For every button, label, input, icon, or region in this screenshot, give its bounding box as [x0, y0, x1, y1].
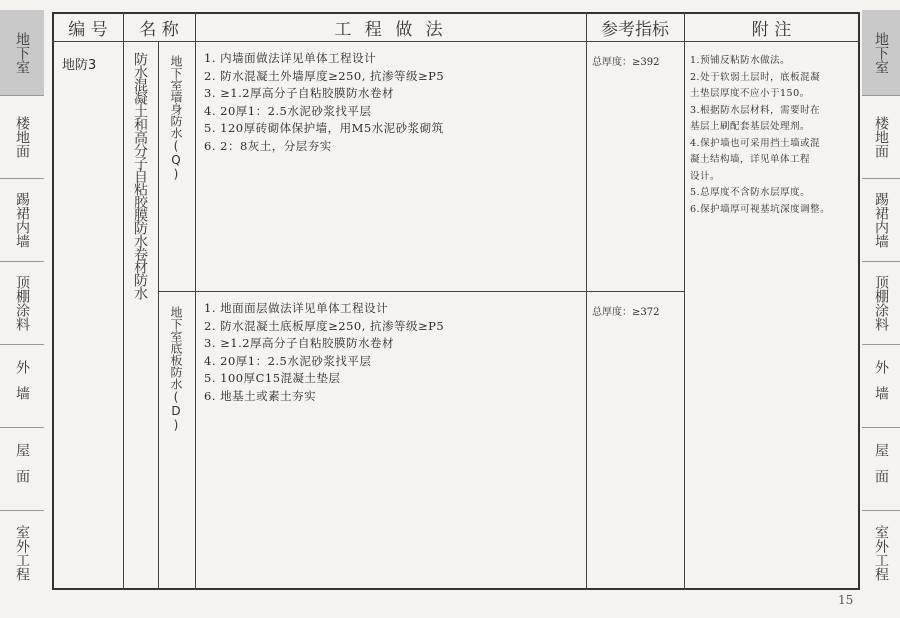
section-label-wall: 地下室墙身防水(Q) — [169, 55, 183, 181]
col-divider — [158, 41, 159, 590]
right-tab-floor[interactable]: 楼地面 — [873, 116, 889, 158]
col-divider — [195, 12, 196, 590]
col-divider — [684, 12, 685, 590]
list-item: 4. 20厚1：2.5水泥砂浆找平层 — [204, 103, 372, 118]
list-item: 6.保护墙厚可视基坑深度调整。 — [690, 203, 831, 215]
row-name: 防水混凝土和高分子自粘胶膜防水卷材防水 — [132, 52, 148, 299]
right-tab-ceiling[interactable]: 顶棚涂料 — [873, 275, 889, 331]
list-item: 3. ≥1.2厚高分子自粘胶膜防水卷材 — [204, 336, 395, 350]
col-divider — [586, 12, 587, 590]
left-tab-strip — [0, 10, 44, 595]
right-tab-basement[interactable]: 地下室 — [862, 10, 900, 95]
header-name: 名 称 — [139, 20, 179, 40]
right-tab-exterior-wall[interactable]: 外墙 — [873, 360, 889, 412]
right-tab-outdoor[interactable]: 室外工程 — [873, 525, 889, 581]
list-item: 5.总厚度不含防水层厚度。 — [690, 187, 811, 198]
left-tab-exterior-wall[interactable]: 外墙 — [14, 360, 30, 412]
header-index: 参考指标 — [601, 20, 669, 40]
notes-list — [690, 53, 830, 218]
page-number: 15 — [838, 593, 854, 607]
header-bottom-line — [52, 41, 860, 42]
list-item: 4.保护墙也可采用挡土墙或混 — [690, 137, 821, 149]
left-tab-roof[interactable]: 屋面 — [14, 443, 30, 495]
list-item: 凝土结构墙，详见单体工程 — [690, 154, 811, 165]
list-item: 1. 地面面层做法详见单体工程设计 — [204, 301, 389, 315]
row-code: 地防3 — [62, 58, 97, 73]
list-item: 土垫层厚度不应小于150。 — [690, 88, 810, 99]
steps-list-wall — [204, 50, 444, 155]
left-tab-basement[interactable]: 地下室 — [0, 10, 44, 95]
list-item: 6. 地基土或素土夯实 — [204, 388, 317, 403]
right-tab-wall[interactable]: 踢裙内墙 — [873, 192, 889, 248]
section-label-floor: 地下室底板防水(D) — [169, 306, 183, 432]
list-item: 6. 2：8灰土，分层夯实 — [204, 138, 332, 153]
list-item: 设计。 — [690, 170, 721, 182]
section-divider — [158, 291, 685, 292]
list-item: 2. 防水混凝土外墙厚度≥250, 抗渗等级≥P5 — [204, 68, 445, 83]
header-notes: 附 注 — [751, 20, 792, 40]
list-item: 2.处于软弱土层时，底板混凝 — [690, 71, 821, 83]
header-code: 编 号 — [68, 20, 108, 40]
right-tab-roof[interactable]: 屋面 — [873, 443, 889, 495]
list-item: 1.预铺反粘防水做法。 — [690, 55, 791, 66]
left-tab-ceiling[interactable]: 顶棚涂料 — [14, 275, 30, 331]
left-tab-outdoor[interactable]: 室外工程 — [14, 525, 30, 581]
col-divider — [123, 12, 124, 590]
list-item: 3. ≥1.2厚高分子自粘胶膜防水卷材 — [204, 86, 395, 100]
list-item: 5. 120厚砖砌体保护墙，用M5水泥砂浆砌筑 — [204, 121, 444, 135]
list-item: 1. 内墙面做法详见单体工程设计 — [204, 51, 377, 65]
left-tab-wall[interactable]: 踢裙内墙 — [14, 192, 30, 248]
total-thickness-wall: 总厚度：≥392 — [592, 57, 660, 68]
list-item: 5. 100厚C15混凝土垫层 — [204, 371, 341, 385]
list-item: 4. 20厚1：2.5水泥砂浆找平层 — [204, 353, 372, 368]
list-item: 基层上刷配套基层处理剂。 — [690, 121, 811, 132]
list-item: 2. 防水混凝土底板厚度≥250, 抗渗等级≥P5 — [204, 318, 445, 333]
header-method: 工 程 做 法 — [334, 20, 447, 40]
list-item: 3.根据防水层材料，需要时在 — [690, 104, 821, 116]
total-thickness-floor: 总厚度：≥372 — [592, 307, 660, 318]
left-tab-floor[interactable]: 楼地面 — [14, 116, 30, 158]
steps-list-floor — [204, 300, 444, 405]
